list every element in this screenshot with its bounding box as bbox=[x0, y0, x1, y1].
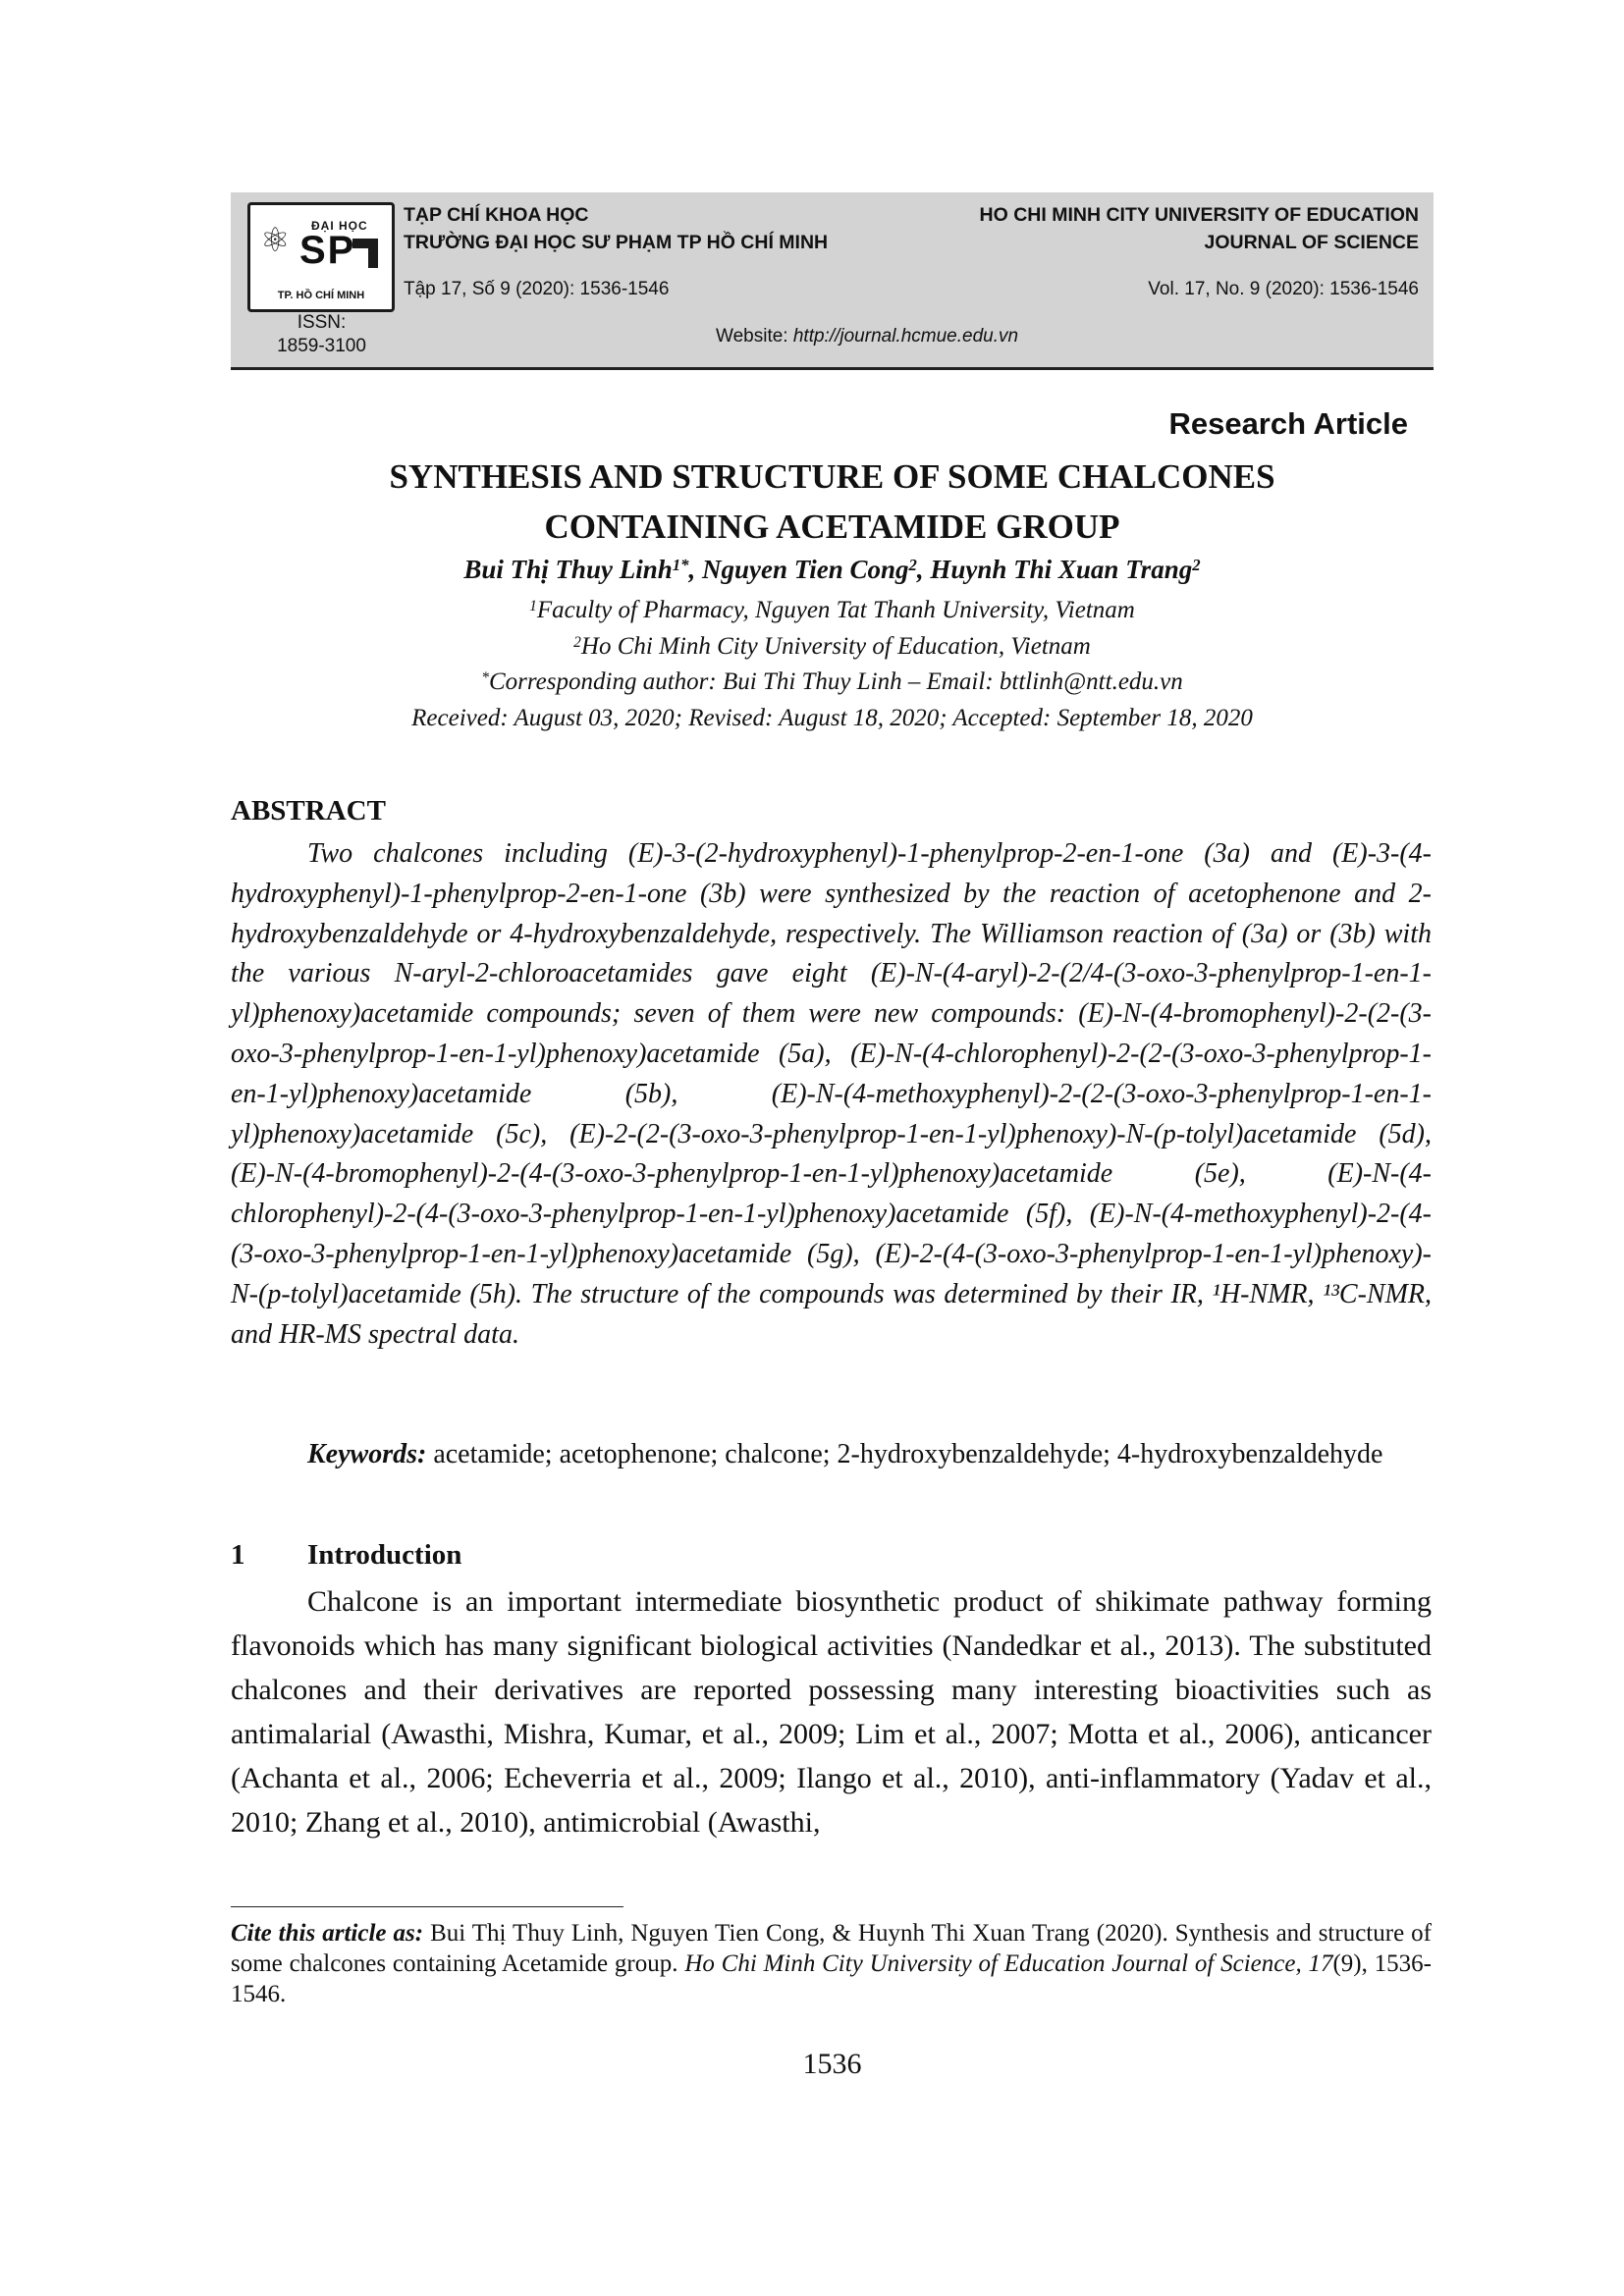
issn-label: ISSN: bbox=[297, 312, 347, 333]
citation-footnote bbox=[231, 1918, 1432, 2009]
keywords-label: Keywords: bbox=[307, 1439, 427, 1469]
journal-name-en-line1: HO CHI MINH CITY UNIVERSITY OF EDUCATION bbox=[979, 204, 1419, 226]
author-name: Huynh Thi Xuan Trang bbox=[930, 555, 1193, 584]
footnote-divider bbox=[231, 1906, 623, 1907]
abstract-heading: ABSTRACT bbox=[231, 795, 386, 827]
section-title: Introduction bbox=[307, 1539, 462, 1571]
author-name: Bui Thị Thuy Linh bbox=[463, 555, 673, 584]
volume-info-vn: Tập 17, Số 9 (2020): 1536-1546 bbox=[404, 279, 670, 299]
page-number: 1536 bbox=[802, 2048, 862, 2080]
affiliation-1: $^1$Faculty of Pharmacy, Nguyen Tat Thanh University, Vietnam bbox=[529, 597, 1135, 623]
journal-website bbox=[716, 326, 1018, 347]
website-link[interactable]: http://journal.hcmue.edu.vn bbox=[792, 326, 1019, 347]
journal-name-en-line2: JOURNAL OF SCIENCE bbox=[1204, 232, 1419, 253]
cite-journal: Ho Chi Minh City University of Education Journal of Science, 17 bbox=[684, 1950, 1333, 1977]
university-logo: ⚛ ĐẠI HỌC SP TP. HỒ CHÍ MINH bbox=[247, 202, 395, 312]
journal-header bbox=[231, 192, 1434, 370]
atom-icon: ⚛ bbox=[260, 221, 291, 260]
journal-name-vn-line1: TẠP CHÍ KHOA HỌC bbox=[404, 204, 589, 226]
logo-bracket-mark bbox=[352, 239, 378, 268]
journal-name-vn-line2: TRƯỜNG ĐẠI HỌC SƯ PHẠM TP HỒ CHÍ MINH bbox=[404, 232, 829, 253]
article-type: Research Article bbox=[1168, 406, 1408, 441]
article-title-line1: SYNTHESIS AND STRUCTURE OF SOME CHALCONES bbox=[389, 457, 1275, 496]
author-name: Nguyen Tien Cong bbox=[701, 555, 909, 584]
section-number: 1 bbox=[231, 1539, 245, 1571]
article-title-line2: CONTAINING ACETAMIDE GROUP bbox=[544, 507, 1120, 546]
cite-issue-pages: (9), 1536-1546. bbox=[231, 1950, 1433, 2007]
article-dates: Received: August 03, 2020; Revised: August 18, 2020; Accepted: September 18, 2020 bbox=[411, 705, 1253, 731]
cite-authors: Bui Thị Thuy Linh, Nguyen Tien Cong, & Huynh Thi Xuan Trang (2020). Synthesis and structure of some chalcones containing Acetamide group. bbox=[231, 1920, 1433, 1977]
author-list: Bui Thị Thuy Linh$^{1*}$, Nguyen Tien Cong$^2$, Huynh Thi Xuan Trang$^2$ bbox=[463, 555, 1201, 584]
abstract-text: Two chalcones including (E)-3-(2-hydroxyphenyl)-1-phenylprop-2-en-1-one (3a) and (E)-3-(4-hydroxyphenyl)-1-phenylprop-2-en-1-one (3b) were synthesized by the reaction of acetophenone and 2-hydroxybenzaldehyde or 4-hydroxybenzaldehyde, respectively. The Williamson reaction of (3a) or (3b) with the various N-aryl-2-chloroacetamides gave eight (E)-N-(4-aryl)-2-(2/4-(3-oxo-3-phenylprop-1-en-1-yl)phenoxy)acetamide compounds; seven of them were new compounds: (E)-N-(4-bromophenyl)-2-(2-(3-oxo-3-phenylprop-1-en-1-yl)phenoxy)acetamide (5a), (E)-N-(4-chlorophenyl)-2-(2-(3-oxo-3-phenylprop-1-en-1-yl)phenoxy)acetamide (5b), (E)-N-(4-methoxyphenyl)-2-(2-(3-oxo-3-phenylprop-1-en-1-yl)phenoxy)acetamide (5c), (E)-2-(2-(3-oxo-3-phenylprop-1-en-1-yl)phenoxy)-N-(p-tolyl)acetamide (5d), (E)-N-(4-bromophenyl)-2-(4-(3-oxo-3-phenylprop-1-en-1-yl)phenoxy)acetamide (5e), (E)-N-(4-chlorophenyl)-2-(4-(3-oxo-3-phenylprop-1-en-1-yl)phenoxy)acetamide (5f), (E)-N-(4-methoxyphenyl)-2-(4-(3-oxo-3-phenylprop-1-en-1-yl)phenoxy)acetamide (5g), (E)-2-(4-(3-oxo-3-phenylprop-1-en-1-yl)phenoxy)-N-(p-tolyl)acetamide (5h). The structure of the compounds was determined by their IR, ¹H-NMR, ¹³C-NMR, and HR-MS spectral data. bbox=[231, 838, 1432, 1350]
website-label: Website: bbox=[716, 326, 788, 347]
cite-label: Cite this article as: bbox=[231, 1920, 424, 1947]
keywords bbox=[231, 1435, 1432, 1474]
issn-value: 1859-3100 bbox=[277, 336, 366, 356]
corresponding-author: *Corresponding author: Bui Thi Thuy Linh – Email: bttlinh@ntt.edu.vn bbox=[481, 668, 1183, 695]
introduction-text: Chalcone is an important intermediate biosynthetic product of shikimate pathway forming flavonoids which has many significant biological activities (Nandedkar et al., 2013). The substituted chalcones and their derivatives are reported possessing many interesting bioactivities such as antimalarial (Awasthi, Mishra, Kumar, et al., 2009; Lim et al., 2007; Motta et al., 2006), anticancer (Achanta et al., 2006; Echeverria et al., 2009; Ilango et al., 2010), anti-inflammatory (Yadav et al., 2010; Zhang et al., 2010), antimicrobial (Awasthi, bbox=[231, 1585, 1432, 1839]
keywords-list: acetamide; acetophenone; chalcone; 2-hydroxybenzaldehyde; 4-hydroxybenzaldehyde bbox=[433, 1439, 1383, 1469]
affiliation-2: $^2$Ho Chi Minh City University of Education, Vietnam bbox=[573, 633, 1091, 660]
volume-info-en: Vol. 17, No. 9 (2020): 1536-1546 bbox=[1148, 279, 1419, 299]
